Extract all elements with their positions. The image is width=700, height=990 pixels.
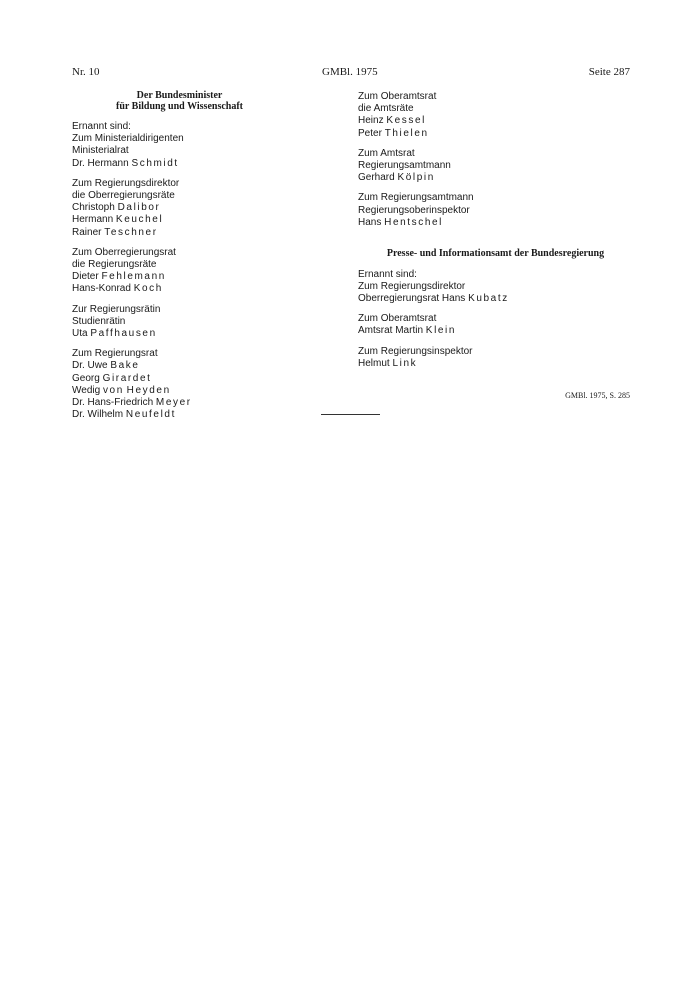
page-number: Seite 287	[588, 66, 630, 78]
appointee-name: Dr. Hermann Schmidt	[72, 157, 179, 169]
appointee-name: Dr. Hans-Friedrich Meyer	[72, 397, 192, 409]
end-rule	[321, 414, 380, 415]
appointment-group: Zum Regierungsrat Dr. Uwe Bake Georg Girardet Wedig von Heyden Dr. Hans-Friedrich Meyer Dr. Wilhelm Neufeldt	[72, 348, 287, 421]
appointment-group: Zum Oberamtsrat Amtsrat Martin Klein	[358, 313, 633, 337]
appointment-group: Zum Regierungsinspektor Helmut Link	[358, 346, 633, 370]
appointee-name: Gerhard Kölpin	[358, 172, 435, 184]
source-citation: GMBl. 1975, S. 285	[565, 391, 630, 400]
appointee-name: Hans Hentschel	[358, 216, 444, 228]
section-title: Presse- und Informationsamt der Bundesregierung	[386, 248, 605, 260]
appointment-group: Zum Regierungsdirektor die Oberregierungsräte Christoph Dalibor Hermann Keuchel Rainer Teschner	[72, 178, 287, 239]
appointment-group: Zum Regierungsdirektor Oberregierungsrat Hans Kubatz	[358, 281, 633, 305]
appointee-name: Heinz Kessel	[358, 115, 426, 127]
appointee-name: Wedig von Heyden	[72, 384, 171, 396]
appointee-name: Hans-Konrad Koch	[72, 283, 163, 295]
appointment-group: Zur Regierungsrätin Studienrätin Uta Paffhausen	[72, 304, 287, 341]
appointee-name: Hermann Keuchel	[72, 214, 164, 226]
issue-number: Nr. 10	[72, 66, 100, 78]
left-column	[72, 91, 287, 421]
appointee-name: Uta Paffhausen	[72, 328, 157, 340]
appointee-name: Dr. Uwe Bake	[72, 360, 140, 372]
appointment-group: Zum Regierungsamtmann Regierungsoberinspektor Hans Hentschel	[358, 192, 633, 229]
appointment-group: Zum Amtsrat Regierungsamtmann Gerhard Kölpin	[358, 148, 633, 185]
intro-text: Ernannt sind:	[72, 121, 131, 132]
right-column	[358, 91, 633, 370]
appointee-name: Peter Thielen	[358, 127, 429, 139]
appointment-group: Zum Oberregierungsrat die Regierungsräte Dieter Fehlemann Hans-Konrad Koch	[72, 247, 287, 296]
journal-name: GMBl. 1975	[322, 66, 378, 78]
appointee-name: Rainer Teschner	[72, 226, 158, 238]
section-title: Der Bundesminister für Bildung und Wissenschaft	[116, 90, 243, 112]
appointee-name: Oberregierungsrat Hans Kubatz	[358, 292, 509, 304]
appointee-name: Dieter Fehlemann	[72, 271, 166, 283]
appointee-name: Christoph Dalibor	[72, 202, 161, 214]
intro-text: Ernannt sind:	[358, 268, 417, 280]
appointee-name: Georg Girardet	[72, 372, 152, 384]
appointee-name: Amtsrat Martin Klein	[358, 325, 457, 337]
appointee-name: Dr. Wilhelm Neufeldt	[72, 409, 176, 421]
appointment-group: Zum Oberamtsrat die Amtsräte Heinz Kessel Peter Thielen	[358, 91, 633, 140]
appointee-name: Helmut Link	[358, 357, 418, 369]
appointment-group: Zum Ministerialdirigenten Ministerialrat Dr. Hermann Schmidt	[72, 133, 287, 170]
